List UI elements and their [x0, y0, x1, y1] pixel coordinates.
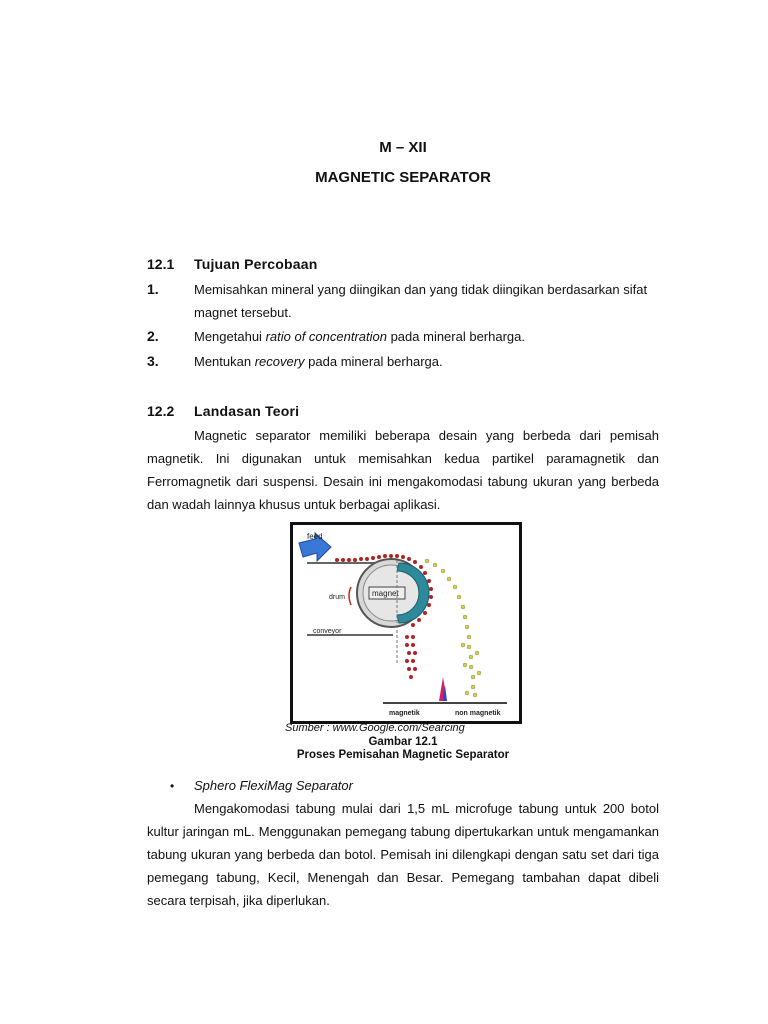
- page-title: MAGNETIC SEPARATOR: [315, 169, 491, 186]
- magnet-label: magnet: [372, 589, 399, 598]
- list-item-text-plain: pada mineral berharga.: [386, 329, 525, 344]
- section-title: Landasan Teori: [194, 403, 300, 419]
- list-item-text: [194, 350, 660, 373]
- chapter-heading: M – XII: [379, 139, 427, 156]
- figure-source: Sumber : www.Google.com/Searcing: [285, 722, 465, 734]
- section-number: 12.2: [147, 403, 175, 419]
- section-number: 12.1: [147, 256, 175, 272]
- magnetik-label: magnetik: [389, 710, 420, 717]
- conveyor-label: conveyor: [313, 628, 342, 635]
- list-item-term: recovery: [254, 354, 305, 369]
- list-item-number: 3.: [147, 353, 159, 369]
- figure-caption-title: Proses Pemisahan Magnetic Separator: [296, 749, 510, 761]
- figure-magnetic-separator: [290, 522, 522, 724]
- list-item-text-plain: Mengetahui: [194, 329, 266, 344]
- list-item-number: 2.: [147, 328, 159, 344]
- list-item-text: Memisahkan mineral yang diingikan dan yang tidak diingikan berdasarkan sifat magnet tersebut.: [194, 282, 648, 320]
- feed-label: feed: [307, 532, 323, 541]
- list-item-text-plain: pada mineral berharga.: [304, 354, 443, 369]
- list-item-number: 1.: [147, 281, 159, 297]
- drum-label: drum: [329, 594, 345, 601]
- list-item-text: [194, 325, 660, 348]
- figure-caption-number: Gambar 12.1: [368, 736, 438, 748]
- list-item-text-plain: Mentukan: [194, 354, 255, 369]
- body-paragraph: Magnetic separator memiliki beberapa desain yang berbeda dari pemisah magnetik. Ini digunakan untuk memisahkan kedua partikel paramagnetik dan Ferromagnetik dari suspensi. Desain ini mengakomodasi tabung ukuran yang berbeda dan wadah lainnya khusus untuk berbagai aplikasi.: [147, 428, 659, 512]
- bullet-icon: •: [170, 779, 175, 793]
- separator-diagram: [293, 525, 519, 721]
- bullet-title: Sphero FlexiMag Separator: [194, 778, 353, 793]
- non-magnetik-label: non magnetik: [455, 710, 501, 717]
- section-title: Tujuan Percobaan: [194, 256, 318, 272]
- bullet-paragraph: Mengakomodasi tabung mulai dari 1,5 mL microfuge tabung untuk 200 botol kultur jaringan mL. Menggunakan pemegang tabung dipertukarkan untuk mengamankan tabung ukuran yang berbeda dan botol. Pemisah ini dilengkapi dengan satu set dari tiga pemegang tabung, Kecil, Menengah dan Besar. Pemegang tambahan dapat dibeli secara terpisah, jika diperlukan.: [147, 801, 659, 908]
- non-magnetic-particles: [425, 559, 481, 697]
- list-item-term: ratio of concentration: [265, 329, 387, 344]
